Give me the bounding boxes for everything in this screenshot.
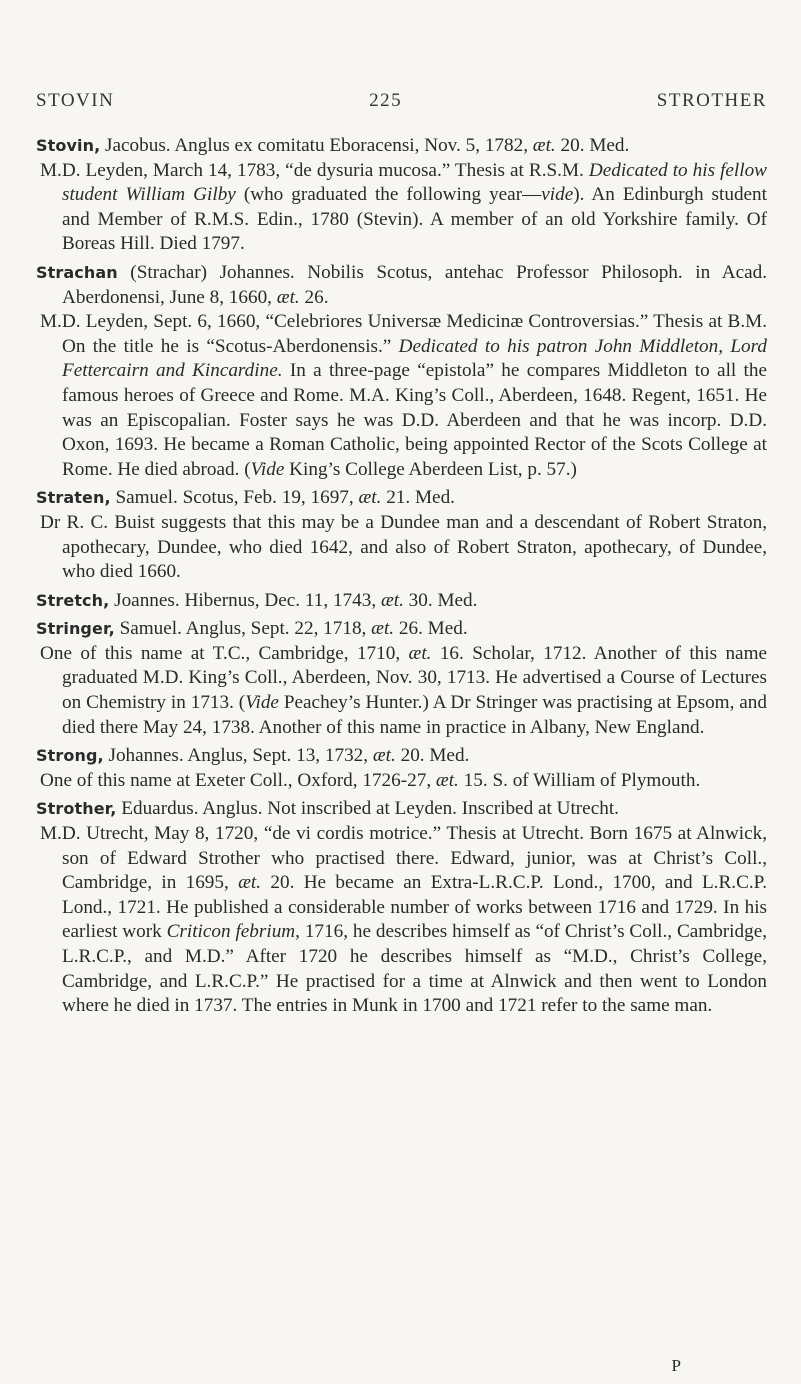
page-number: 225: [369, 90, 403, 111]
entry-name: Stovin,: [36, 136, 101, 155]
entry-note: One of this name at Exeter Coll., Oxford, 1726-27, æt. 15. S. of William of Plymouth.: [40, 769, 701, 791]
entries: [36, 134, 767, 1023]
entry-line: Stringer, Samuel. Anglus, Sept. 22, 1718, æt. 26. Med.: [36, 618, 468, 640]
entry-straten: [36, 486, 767, 584]
header-right: STROTHER: [656, 90, 767, 111]
entry-note: One of this name at T.C., Cambridge, 1710, æt. 16. Scholar, 1712. Another of this name graduated M.D. King’s Coll., Aberdeen, Nov. 30, 1713. He advertised a Course of Lectures on Chemistry in 1713. (Vide Peachey’s Hunter.) A Dr Stringer was practising at Epsom, and died there May 24, 1738. Another of this name in practice in Albany, New England.: [40, 642, 768, 738]
entry-line: Stovin, Jacobus. Anglus ex comitatu Eboracensi, Nov. 5, 1782, æt. 20. Med.: [36, 135, 630, 156]
entry-name: Stringer,: [36, 619, 115, 639]
entry-note: Dr R. C. Buist suggests that this may be a Dundee man and a descendant of Robert Straton, apothecary, Dundee, who died 1642, and also of Robert Straton, apothecary, of Dundee, who died 1660.: [40, 511, 767, 583]
entry-stretch: [36, 589, 767, 614]
signature-mark: P: [671, 1356, 681, 1375]
entry-strachan: [36, 261, 767, 482]
entry-strong: [36, 744, 767, 793]
entry-note: M.D. Utrecht, May 8, 1720, “de vi cordis motrice.” Thesis at Utrecht. Born 1675 at Alnwick, son of Edward Strother who practised there. Edward, junior, was at Christ’s Coll., Cambridge, in 1695, æt. 20. He became an Extra-L.R.C.P. Lond., 1700, and L.R.C.P. Lond., 1721. He published a considerable number of works between 1716 and 1729. In his earliest work Criticon febrium, 1716, he describes himself as “of Christ’s Coll., Cambridge, L.R.C.P., and M.D.” After 1720 he describes himself as “M.D., Christ’s College, Cambridge, and L.R.C.P.” He practised for a time at Alnwick and then went to London where he died in 1737. The entries in Munk in 1700 and 1721 refer to the same man.: [40, 823, 768, 1017]
entry-stovin: [36, 134, 767, 257]
entry-strother: [36, 797, 767, 1018]
entry-line: Straten, Samuel. Scotus, Feb. 19, 1697, æt. 21. Med.: [36, 487, 455, 509]
entry-line: Stretch, Joannes. Hibernus, Dec. 11, 1743, æt. 30. Med.: [36, 589, 478, 611]
entry-note: M.D. Leyden, March 14, 1783, “de dysuria mucosa.” Thesis at R.S.M. Dedicated to his fellow student William Gilby (who graduated the following year—vide). An Edinburgh student and Member of R.M.S. Edin., 1780 (Stevin). A member of an old Yorkshire family. Of Boreas Hill. Died 1797.: [40, 159, 767, 255]
running-header: [36, 90, 767, 112]
entry-line: Strachan (Strachar) Johannes. Nobilis Scotus, antehac Professor Philosoph. in Acad. Aberdonensi, June 8, 1660, æt. 26.: [36, 261, 767, 308]
header-left: STOVIN: [36, 90, 115, 111]
entry-name: Strachan: [36, 262, 118, 282]
entry-line: Strother, Eduardus. Anglus. Not inscribed at Leyden. Inscribed at Utrecht.: [36, 798, 619, 820]
entry-name: Strong,: [36, 746, 104, 766]
entry-name: Straten,: [36, 488, 111, 508]
entry-name: Strother,: [36, 799, 117, 819]
entry-stringer: [36, 617, 767, 740]
entry-line: Strong, Johannes. Anglus, Sept. 13, 1732, æt. 20. Med.: [36, 745, 470, 767]
entry-note: M.D. Leyden, Sept. 6, 1660, “Celebriores Universæ Medicinæ Controversias.” Thesis at B.M. On the title he is “Scotus-Aberdonensis.” Dedicated to his patron John Middleton, Lord Fettercairn and Kincardine. In a three-page “epistola” he compares Middleton to all the famous heroes of Greece and Rome. M.A. King’s Coll., Aberdeen, 1648. Regent, 1651. He was an Episcopalian. Foster says he was D.D. Aberdeen and that he was incorp. D.D. Oxon, 1693. He became a Roman Catholic, being appointed Rector of the Scots College at Rome. He died abroad. (Vide King’s College Aberdeen List, p. 57.): [40, 311, 767, 480]
entry-name: Stretch,: [36, 590, 110, 610]
